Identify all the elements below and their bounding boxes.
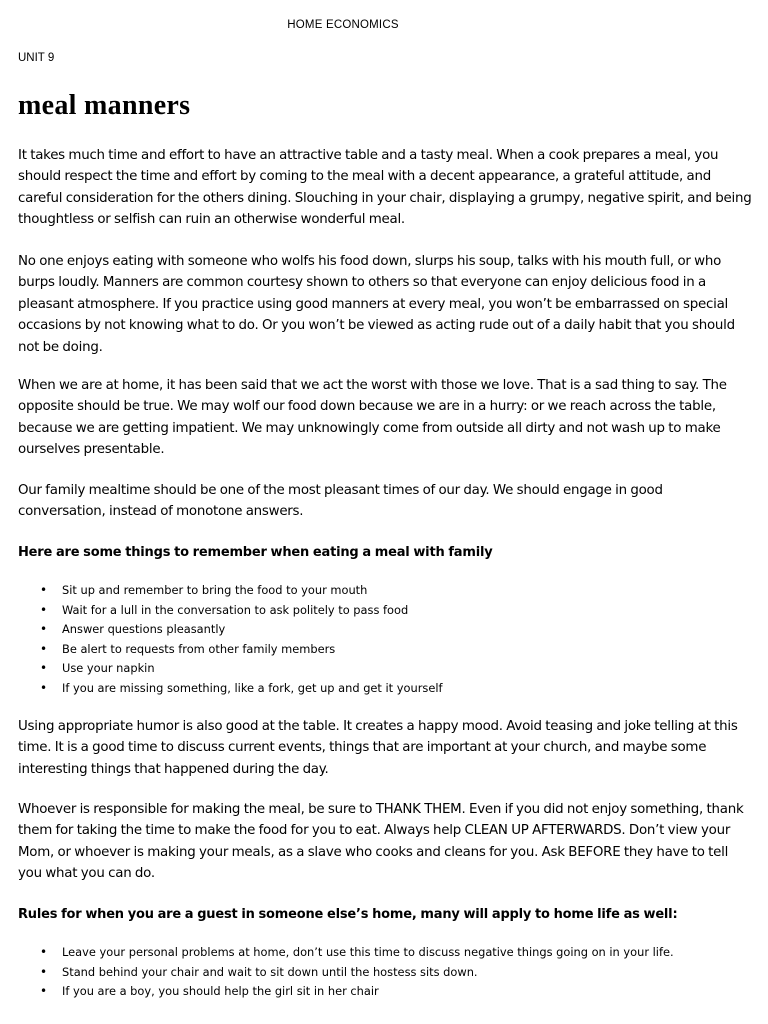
list-item: • Stand behind your chair and wait to sit down until the hostess sits down. xyxy=(40,963,740,983)
paragraph-manners: No one enjoys eating with someone who wolfs his food down, slurps his soup, talks with his mouth full, or who burps loudly. Manners are common courtesy shown to others so that everyone can enjoy delicious food in a pleasant atmosphere. If you practice using good manners at every meal, you won’t be embarrassed on special occasions by not knowing what to do. Or you won’t be viewed as acting rude out of a daily habit that you should not be doing. xyxy=(18,254,735,355)
list-item: • If you are a boy, you should help the girl sit in her chair xyxy=(40,982,740,1002)
list-item: • Leave your personal problems at home, don’t use this time to discuss negative things going on in your life. xyxy=(40,943,740,963)
bullet-icon: • xyxy=(40,661,48,675)
unit-label: UNIT 9 xyxy=(18,52,55,64)
paragraph-thank-them: Whoever is responsible for making the meal, be sure to THANK THEM. Even if you did not enjoy something, thank them for taking the time to make the food for you to eat. Always help CLEAN UP AFTERWARDS. Don’t view your Mom, or whoever is making your meals, as a slave who cooks and cleans for you. Ask BEFORE they have to tell you what you can do. xyxy=(18,802,744,882)
list-item: • Sit up and remember to bring the food to your mouth xyxy=(40,581,740,601)
bullet-icon: • xyxy=(40,641,48,656)
list-item: • If you are missing something, like a fork, get up and get it yourself xyxy=(40,679,740,699)
paragraph-humor: Using appropriate humor is also good at the table. It creates a happy mood. Avoid teasing and joke telling at this time. It is a good time to discuss current events, things that are important at your church, and maybe some interesting things that happened during the day. xyxy=(18,719,738,777)
bullet-icon: • xyxy=(40,583,48,597)
document-header: HOME ECONOMICS xyxy=(287,19,399,31)
page-title: meal manners xyxy=(18,90,191,121)
bullet-icon: • xyxy=(40,945,48,959)
list-item: • Be alert to requests from other family members xyxy=(40,640,740,660)
family-rules-list xyxy=(40,581,740,698)
list-item: • Wait for a lull in the conversation to ask politely to pass food xyxy=(40,601,740,621)
guest-rules-heading: Rules for when you are a guest in someone else’s home, many will apply to home life as well: xyxy=(18,907,678,922)
list-item: • Use your napkin xyxy=(40,659,740,679)
paragraph-home: When we are at home, it has been said that we act the worst with those we love. That is a sad thing to say. The opposite should be true. We may wolf our food down because we are in a hurry: or we reach across the table, because we are getting impatient. We may unknowingly come from outside all dirty and not wash up to make ourselves presentable. xyxy=(18,378,727,458)
bullet-icon: • xyxy=(40,964,48,979)
family-rules-heading: Here are some things to remember when eating a meal with family xyxy=(18,545,493,560)
bullet-icon: • xyxy=(40,680,48,695)
bullet-icon: • xyxy=(40,622,48,636)
bullet-icon: • xyxy=(40,602,48,617)
list-item: • Answer questions pleasantly xyxy=(40,620,740,640)
paragraph-family-mealtime: Our family mealtime should be one of the most pleasant times of our day. We should engage in good conversation, instead of monotone answers. xyxy=(18,483,663,520)
paragraph-intro: It takes much time and effort to have an attractive table and a tasty meal. When a cook prepares a meal, you should respect the time and effort by coming to the meal with a decent appearance, a grateful attitude, and careful consideration for the others dining. Slouching in your chair, displaying a grumpy, negative spirit, and being thoughtless or selfish can ruin an otherwise wonderful meal. xyxy=(18,148,752,228)
guest-rules-list xyxy=(40,943,740,1002)
bullet-icon: • xyxy=(40,984,48,998)
